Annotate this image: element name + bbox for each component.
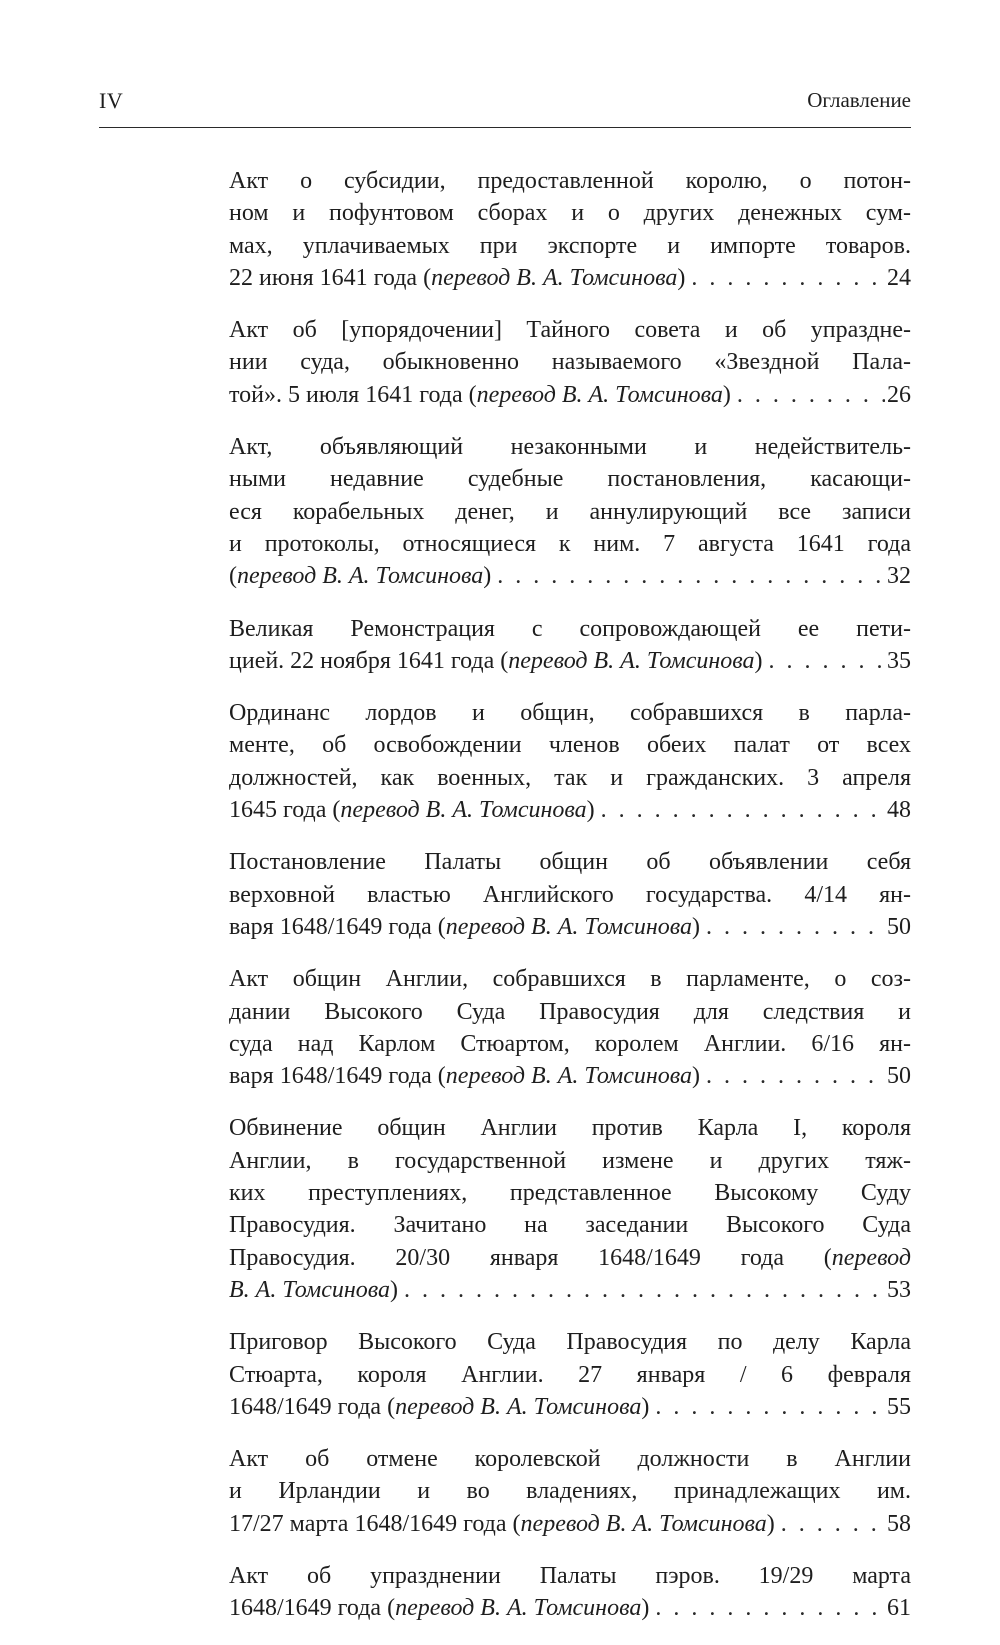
toc-entry-line: и Ирландии и во владениях, принадлежащих им.	[229, 1478, 911, 1505]
toc-entry-lead	[229, 379, 731, 411]
toc-entry-last-line	[229, 379, 911, 411]
toc-page-number[interactable]: 53	[887, 1276, 911, 1303]
toc-entry[interactable]	[229, 846, 911, 943]
dot-leader	[601, 794, 885, 826]
toc-entry-translator: перевод В. А. Томсинова	[508, 647, 755, 674]
toc-entry[interactable]	[229, 697, 911, 826]
toc-entry-paren: )	[641, 1595, 650, 1622]
toc-entry-lead	[229, 645, 763, 677]
toc-entry-line: Акт об [упорядочении] Тайного совета и об упраздне-	[229, 317, 911, 344]
toc-entry-last-line	[229, 1274, 911, 1306]
toc-page-number[interactable]: 61	[887, 1595, 911, 1622]
toc-entry[interactable]	[229, 963, 911, 1092]
toc-entry[interactable]	[229, 431, 911, 592]
toc-entry-translator: перевод В. А. Томсинова	[520, 1510, 767, 1537]
toc-entry-translator: перевод В. А. Томсинова	[237, 563, 484, 590]
toc-entry-line: верховной властью Английского государства. 4/14 ян-	[229, 881, 911, 908]
toc-entry-date: 22 июня 1641 года (	[229, 264, 432, 291]
toc-entry-last-line	[229, 1508, 911, 1540]
toc-entry[interactable]	[229, 165, 911, 294]
toc-entry-translator: перевод В. А. Томсинова	[476, 381, 723, 408]
toc-entry-date: цией. 22 ноября 1641 года (	[229, 647, 509, 674]
page-number: IV	[99, 88, 124, 113]
toc-entry-line: Постановление Палаты общин об объявлении себя	[229, 849, 911, 876]
running-title: Оглавление	[807, 88, 911, 112]
toc-entry-paren: )	[766, 1510, 775, 1537]
toc-entry-line: Правосудия. 20/30 января 1648/1649 года (перевод	[229, 1244, 911, 1271]
toc-page-number[interactable]: 32	[887, 563, 911, 590]
dot-leader	[737, 379, 885, 411]
toc-entry-line: ными недавние судебные постановления, касающи-	[229, 466, 911, 493]
toc-entry[interactable]	[229, 613, 911, 678]
toc-entry-line: Ординанс лордов и общин, собравшихся в парла-	[229, 700, 911, 727]
toc-entry-line: Акт об упразднении Палаты пэров. 19/29 марта	[229, 1562, 911, 1589]
toc-page-number[interactable]: 50	[887, 913, 911, 940]
toc-entry-translator: перевод В. А. Томсинова	[445, 1063, 693, 1090]
toc-entry-paren: )	[483, 563, 492, 590]
toc-page-number[interactable]: 50	[887, 1063, 911, 1090]
dot-leader	[769, 645, 885, 677]
toc-entry-lead	[229, 1592, 649, 1624]
toc-entry-line: Англии, в государственной измене и других тяж-	[229, 1147, 911, 1174]
toc-entry-date: 1645 года (	[229, 797, 341, 824]
toc-entry-date: (	[229, 563, 237, 590]
toc-entry-line: дании Высокого Суда Правосудия для следствия и	[229, 998, 911, 1025]
toc-entry-line: Акт об отмене королевской должности в Англии	[229, 1446, 911, 1473]
toc-entry-line: Стюарта, короля Англии. 27 января / 6 февраля	[229, 1361, 911, 1388]
toc-entry-lead	[229, 1060, 700, 1092]
header-rule	[99, 127, 911, 128]
toc-entry[interactable]	[229, 1443, 911, 1540]
toc-entry-last-line	[229, 262, 911, 294]
toc-entry-translator: перевод В. А. Томсинова	[395, 1595, 642, 1622]
toc-entry-paren: )	[692, 913, 701, 940]
toc-entry-line: и протоколы, относящиеся к ним. 7 августа 1641 года	[229, 530, 911, 557]
toc-entry-line: Великая Ремонстрация с сопровождающей ее пети-	[229, 615, 911, 642]
toc-entry-paren: )	[641, 1393, 650, 1420]
toc-entry-date: 1648/1649 года (	[229, 1393, 396, 1420]
toc-entry-line: нии суда, обыкновенно называемого «Звездной Пала-	[229, 349, 911, 376]
toc-entry-line: Правосудия. Зачитано на заседании Высокого Суда	[229, 1212, 911, 1239]
toc-entry-last-line	[229, 560, 911, 592]
running-header	[99, 88, 911, 124]
toc-entry-line: Акт общин Англии, собравшихся в парламенте, о соз-	[229, 966, 911, 993]
toc-entry-translator: перевод В. А. Томсинова	[395, 1393, 642, 1420]
toc-entry-line: Акт о субсидии, предоставленной королю, о потон-	[229, 168, 911, 194]
toc-entry-paren: )	[586, 797, 595, 824]
toc-entry-translator: перевод В. А. Томсинова	[445, 913, 693, 940]
table-of-contents	[229, 165, 911, 1645]
dot-leader	[706, 1060, 885, 1092]
toc-page-number[interactable]: 26	[887, 381, 911, 408]
dot-leader	[497, 560, 885, 592]
toc-entry-last-line	[229, 1592, 911, 1624]
toc-entry-last-line	[229, 1060, 911, 1092]
toc-entry-translator: перевод В. А. Томсинова	[340, 797, 587, 824]
toc-entry-last-line	[229, 1391, 911, 1423]
toc-entry-lead	[229, 794, 595, 826]
toc-entry-translator: В. А. Томсинова	[229, 1276, 391, 1303]
toc-entry-line: ких преступлениях, представленное Высокому Суду	[229, 1180, 911, 1207]
toc-entry-lead	[229, 911, 700, 943]
dot-leader	[781, 1508, 885, 1540]
toc-entry[interactable]	[229, 1112, 911, 1306]
toc-entry-date: варя 1648/1649 года (	[229, 1063, 446, 1090]
toc-entry-lead	[229, 1391, 649, 1423]
toc-entry-translator-part: перевод	[831, 1244, 911, 1271]
toc-entry-line: менте, об освобождении членов обеих палат от всех	[229, 732, 911, 759]
toc-entry[interactable]	[229, 314, 911, 411]
toc-entry-last-line	[229, 645, 911, 677]
toc-entry-date: варя 1648/1649 года (	[229, 913, 446, 940]
toc-entry[interactable]	[229, 1326, 911, 1423]
dot-leader	[655, 1391, 885, 1423]
toc-entry-last-line	[229, 911, 911, 943]
toc-entry-line: должностей, как военных, так и гражданских. 3 апреля	[229, 764, 911, 791]
toc-entry-paren: )	[692, 1063, 701, 1090]
toc-entry-paren: )	[390, 1276, 399, 1303]
dot-leader	[655, 1592, 885, 1624]
dot-leader	[404, 1274, 885, 1306]
toc-entry[interactable]	[229, 1560, 911, 1625]
toc-entry-paren: )	[722, 381, 731, 408]
toc-entry-translator: перевод В. А. Томсинова	[431, 264, 678, 291]
toc-entry-last-line	[229, 794, 911, 826]
toc-entry-line: Обвинение общин Англии против Карла I, короля	[229, 1115, 911, 1142]
toc-page-number[interactable]: 55	[887, 1393, 911, 1420]
toc-entry-paren: )	[677, 264, 686, 291]
toc-page-number[interactable]: 24	[887, 264, 911, 291]
toc-page-number[interactable]: 35	[887, 647, 911, 674]
dot-leader	[691, 262, 885, 294]
toc-entry-line: Акт, объявляющий незаконными и недействитель-	[229, 434, 911, 461]
toc-entry-paren: )	[754, 647, 763, 674]
toc-entry-date: той». 5 июля 1641 года (	[229, 381, 477, 408]
toc-entry-line: ном и пофунтовом сборах и о других денежных сум-	[229, 200, 911, 227]
toc-entry-lead	[229, 1508, 775, 1540]
toc-entry-date: 1648/1649 года (	[229, 1595, 396, 1622]
toc-entry-lead	[229, 560, 491, 592]
toc-page-number[interactable]: 48	[887, 797, 911, 824]
toc-entry-line: суда над Карлом Стюартом, королем Англии. 6/16 ян-	[229, 1030, 911, 1057]
toc-entry-lead	[229, 262, 685, 294]
toc-entry-line: Приговор Высокого Суда Правосудия по делу Карла	[229, 1329, 911, 1356]
toc-entry-date: 17/27 марта 1648/1649 года (	[229, 1510, 521, 1537]
toc-entry-lead	[229, 1274, 398, 1306]
toc-entry-line: еся корабельных денег, и аннулирующий все записи	[229, 498, 911, 525]
dot-leader	[706, 911, 885, 943]
toc-entry-line: мах, уплачиваемых при экспорте и импорте товаров.	[229, 232, 911, 259]
toc-page-number[interactable]: 58	[887, 1510, 911, 1537]
